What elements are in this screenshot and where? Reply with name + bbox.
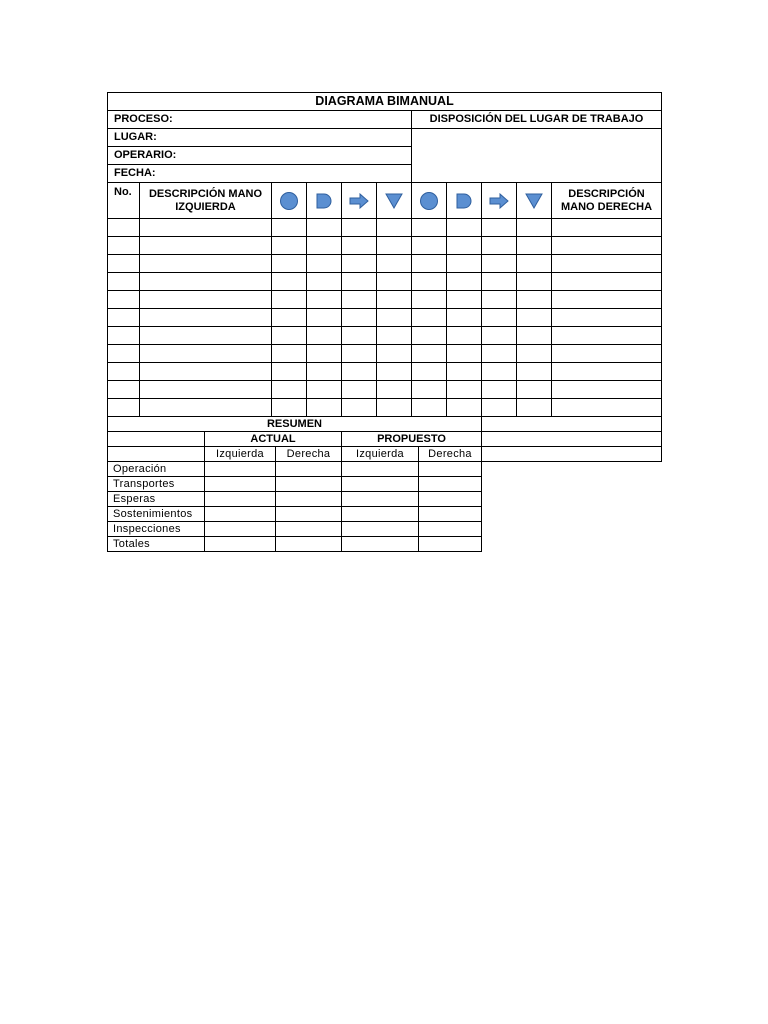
grid-cell[interactable] xyxy=(272,327,307,345)
grid-cell[interactable] xyxy=(412,237,447,255)
summary-blank-cell xyxy=(108,432,205,447)
proceso-field[interactable]: PROCESO: xyxy=(108,111,412,129)
operario-field[interactable]: OPERARIO: xyxy=(108,147,412,165)
summary-row xyxy=(108,522,662,537)
grid-cell[interactable] xyxy=(517,219,552,237)
table-body xyxy=(108,219,662,417)
grid-cell[interactable] xyxy=(342,327,377,345)
grid-cell[interactable] xyxy=(307,273,342,291)
summary-cell[interactable] xyxy=(276,462,342,477)
grid-cell[interactable] xyxy=(342,363,377,381)
d-shape-icon xyxy=(447,183,482,219)
triangle-down-icon xyxy=(517,183,552,219)
summary-cell[interactable] xyxy=(419,507,482,522)
summary-cell[interactable] xyxy=(205,507,276,522)
summary-row-label: Transportes xyxy=(108,477,205,492)
grid-cell[interactable] xyxy=(342,399,377,417)
grid-cell[interactable] xyxy=(377,345,412,363)
table-row xyxy=(108,219,662,237)
summary-cell[interactable] xyxy=(342,462,419,477)
col-header-derecha: DESCRIPCIÓN MANO DERECHA xyxy=(552,183,662,219)
grid-cell[interactable] xyxy=(552,255,662,273)
grid-cell[interactable] xyxy=(377,327,412,345)
grid-cell[interactable] xyxy=(447,219,482,237)
grid-cell[interactable] xyxy=(342,381,377,399)
grid-cell[interactable] xyxy=(552,273,662,291)
arrow-right-icon xyxy=(342,183,377,219)
lugar-field[interactable]: LUGAR: xyxy=(108,129,412,147)
grid-cell[interactable] xyxy=(108,309,140,327)
grid-cell[interactable] xyxy=(108,363,140,381)
grid-cell[interactable] xyxy=(307,219,342,237)
summary-row-label: Sostenimientos xyxy=(108,507,205,522)
grid-cell[interactable] xyxy=(517,381,552,399)
summary-row-label: Inspecciones xyxy=(108,522,205,537)
actual-derecha-header: Derecha xyxy=(276,447,342,462)
resumen-title: RESUMEN xyxy=(108,417,482,432)
grid-cell[interactable] xyxy=(342,273,377,291)
grid-cell[interactable] xyxy=(412,399,447,417)
bimanual-chart-form xyxy=(107,92,661,552)
grid-cell[interactable] xyxy=(517,237,552,255)
summary-cell[interactable] xyxy=(205,492,276,507)
summary-cell[interactable] xyxy=(419,492,482,507)
summary-row xyxy=(108,537,662,552)
grid-cell[interactable] xyxy=(447,363,482,381)
summary-cell[interactable] xyxy=(205,522,276,537)
grid-cell[interactable] xyxy=(140,219,272,237)
summary-side-cell[interactable] xyxy=(482,432,662,447)
grid-cell[interactable] xyxy=(108,327,140,345)
grid-cell[interactable] xyxy=(517,273,552,291)
summary-notes-area[interactable] xyxy=(482,447,662,462)
summary-row-label: Operación xyxy=(108,462,205,477)
disposicion-label: DISPOSICIÓN DEL LUGAR DE TRABAJO xyxy=(412,111,662,129)
grid-cell[interactable] xyxy=(377,309,412,327)
summary-cell[interactable] xyxy=(342,522,419,537)
summary-cell[interactable] xyxy=(276,507,342,522)
grid-cell[interactable] xyxy=(307,255,342,273)
grid-cell[interactable] xyxy=(552,345,662,363)
summary-cell[interactable] xyxy=(342,537,419,552)
grid-cell[interactable] xyxy=(482,381,517,399)
summary-row xyxy=(108,492,662,507)
grid-cell[interactable] xyxy=(272,381,307,399)
table-row xyxy=(108,309,662,327)
table-row xyxy=(108,381,662,399)
col-header-no: No. xyxy=(108,183,140,219)
grid-cell[interactable] xyxy=(272,219,307,237)
summary-cell[interactable] xyxy=(419,537,482,552)
summary-cell[interactable] xyxy=(342,492,419,507)
grid-cell[interactable] xyxy=(342,219,377,237)
grid-cell[interactable] xyxy=(482,327,517,345)
fecha-field[interactable]: FECHA: xyxy=(108,165,412,183)
grid-cell[interactable] xyxy=(482,273,517,291)
grid-cell[interactable] xyxy=(482,309,517,327)
grid-cell[interactable] xyxy=(272,273,307,291)
grid-cell[interactable] xyxy=(517,363,552,381)
grid-cell[interactable] xyxy=(377,255,412,273)
grid-cell[interactable] xyxy=(412,363,447,381)
grid-cell[interactable] xyxy=(140,273,272,291)
grid-cell[interactable] xyxy=(307,237,342,255)
grid-cell[interactable] xyxy=(412,327,447,345)
grid-cell[interactable] xyxy=(307,291,342,309)
grid-cell[interactable] xyxy=(272,291,307,309)
summary-row-label: Esperas xyxy=(108,492,205,507)
grid-cell[interactable] xyxy=(517,255,552,273)
summary-cell[interactable] xyxy=(419,522,482,537)
grid-cell[interactable] xyxy=(552,237,662,255)
grid-cell[interactable] xyxy=(447,327,482,345)
grid-cell[interactable] xyxy=(108,399,140,417)
table-row xyxy=(108,345,662,363)
summary-blank-cell xyxy=(108,447,205,462)
grid-cell[interactable] xyxy=(272,237,307,255)
grid-cell[interactable] xyxy=(447,309,482,327)
grid-cell[interactable] xyxy=(108,255,140,273)
grid-cell[interactable] xyxy=(377,399,412,417)
grid-cell[interactable] xyxy=(377,273,412,291)
grid-cell[interactable] xyxy=(447,291,482,309)
grid-cell[interactable] xyxy=(447,273,482,291)
table-row xyxy=(108,255,662,273)
summary-cell[interactable] xyxy=(205,537,276,552)
grid-cell[interactable] xyxy=(342,291,377,309)
propuesto-derecha-header: Derecha xyxy=(419,447,482,462)
table-row xyxy=(108,399,662,417)
grid-cell[interactable] xyxy=(108,291,140,309)
grid-cell[interactable] xyxy=(482,219,517,237)
grid-cell[interactable] xyxy=(272,363,307,381)
grid-cell[interactable] xyxy=(272,309,307,327)
summary-cell[interactable] xyxy=(276,477,342,492)
grid-cell[interactable] xyxy=(108,381,140,399)
summary-row-label: Totales xyxy=(108,537,205,552)
propuesto-izquierda-header: Izquierda xyxy=(342,447,419,462)
grid-cell[interactable] xyxy=(272,399,307,417)
grid-cell[interactable] xyxy=(342,237,377,255)
grid-cell[interactable] xyxy=(447,399,482,417)
grid-cell[interactable] xyxy=(447,345,482,363)
grid-cell[interactable] xyxy=(517,291,552,309)
circle-icon xyxy=(272,183,307,219)
grid-cell[interactable] xyxy=(307,309,342,327)
table-row xyxy=(108,273,662,291)
grid-cell[interactable] xyxy=(307,399,342,417)
grid-cell[interactable] xyxy=(412,381,447,399)
grid-cell[interactable] xyxy=(307,363,342,381)
grid-cell[interactable] xyxy=(482,363,517,381)
grid-cell[interactable] xyxy=(412,219,447,237)
summary-side-cell[interactable] xyxy=(482,417,662,432)
grid-cell[interactable] xyxy=(140,237,272,255)
summary-cell[interactable] xyxy=(276,537,342,552)
grid-cell[interactable] xyxy=(412,273,447,291)
summary-cell[interactable] xyxy=(276,522,342,537)
arrow-right-icon xyxy=(482,183,517,219)
grid-cell[interactable] xyxy=(140,399,272,417)
grid-cell[interactable] xyxy=(108,273,140,291)
grid-cell[interactable] xyxy=(447,381,482,399)
header-table xyxy=(107,92,662,183)
grid-cell[interactable] xyxy=(517,345,552,363)
grid-cell[interactable] xyxy=(552,363,662,381)
grid-cell[interactable] xyxy=(517,327,552,345)
grid-cell[interactable] xyxy=(412,345,447,363)
grid-cell[interactable] xyxy=(108,219,140,237)
grid-cell[interactable] xyxy=(552,309,662,327)
summary-table xyxy=(107,416,662,552)
grid-cell[interactable] xyxy=(307,327,342,345)
summary-row xyxy=(108,507,662,522)
grid-cell[interactable] xyxy=(140,309,272,327)
grid-cell[interactable] xyxy=(140,327,272,345)
col-header-izquierda: DESCRIPCIÓN MANO IZQUIERDA xyxy=(140,183,272,219)
summary-cell[interactable] xyxy=(419,477,482,492)
summary-cell[interactable] xyxy=(205,477,276,492)
grid-cell[interactable] xyxy=(552,291,662,309)
table-row xyxy=(108,291,662,309)
grid-cell[interactable] xyxy=(342,345,377,363)
grid-cell[interactable] xyxy=(140,381,272,399)
d-shape-icon xyxy=(307,183,342,219)
grid-cell[interactable] xyxy=(108,237,140,255)
propuesto-header: PROPUESTO xyxy=(342,432,482,447)
grid-cell[interactable] xyxy=(482,255,517,273)
table-row xyxy=(108,363,662,381)
summary-cell[interactable] xyxy=(205,462,276,477)
grid-cell[interactable] xyxy=(377,363,412,381)
actual-header: ACTUAL xyxy=(205,432,342,447)
disposicion-area[interactable] xyxy=(412,129,662,183)
grid-cell[interactable] xyxy=(517,309,552,327)
grid-cell[interactable] xyxy=(140,345,272,363)
form-title: DIAGRAMA BIMANUAL xyxy=(108,93,662,111)
grid-cell[interactable] xyxy=(482,291,517,309)
table-row xyxy=(108,327,662,345)
grid-cell[interactable] xyxy=(140,363,272,381)
grid-cell[interactable] xyxy=(482,237,517,255)
grid-cell[interactable] xyxy=(377,237,412,255)
grid-cell[interactable] xyxy=(342,309,377,327)
grid-cell[interactable] xyxy=(140,255,272,273)
grid-cell[interactable] xyxy=(412,309,447,327)
summary-row xyxy=(108,477,662,492)
table-row xyxy=(108,237,662,255)
summary-cell[interactable] xyxy=(419,462,482,477)
summary-body xyxy=(108,462,662,552)
grid-cell[interactable] xyxy=(412,255,447,273)
grid-cell[interactable] xyxy=(377,219,412,237)
grid-cell[interactable] xyxy=(307,345,342,363)
grid-cell[interactable] xyxy=(447,237,482,255)
grid-cell[interactable] xyxy=(482,399,517,417)
grid-cell[interactable] xyxy=(377,291,412,309)
grid-cell[interactable] xyxy=(272,255,307,273)
grid-cell[interactable] xyxy=(108,345,140,363)
grid-cell[interactable] xyxy=(272,345,307,363)
grid-cell[interactable] xyxy=(552,399,662,417)
grid-cell[interactable] xyxy=(552,219,662,237)
grid-cell[interactable] xyxy=(482,345,517,363)
grid-cell[interactable] xyxy=(517,399,552,417)
summary-cell[interactable] xyxy=(342,477,419,492)
circle-icon xyxy=(412,183,447,219)
grid-cell[interactable] xyxy=(552,327,662,345)
actual-izquierda-header: Izquierda xyxy=(205,447,276,462)
main-table xyxy=(107,182,662,417)
summary-cell[interactable] xyxy=(342,507,419,522)
grid-cell[interactable] xyxy=(552,381,662,399)
summary-row xyxy=(108,462,662,477)
summary-cell[interactable] xyxy=(276,492,342,507)
grid-cell[interactable] xyxy=(447,255,482,273)
grid-cell[interactable] xyxy=(342,255,377,273)
grid-cell[interactable] xyxy=(140,291,272,309)
grid-cell[interactable] xyxy=(377,381,412,399)
triangle-down-icon xyxy=(377,183,412,219)
grid-cell[interactable] xyxy=(307,381,342,399)
grid-cell[interactable] xyxy=(412,291,447,309)
